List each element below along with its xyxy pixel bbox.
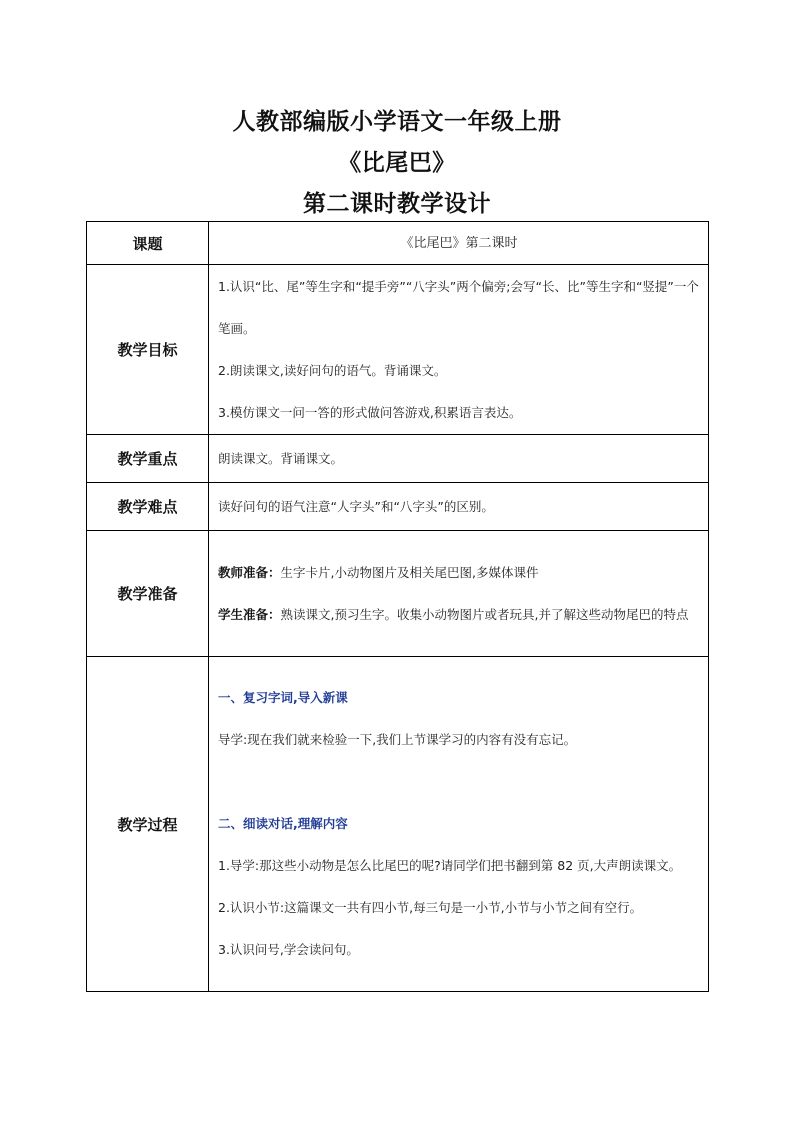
label-topic: 课题 bbox=[87, 222, 209, 265]
student-preparation-text: 熟读课文,预习生字。收集小动物图片或者玩具,并了解这些动物尾巴的特点 bbox=[280, 606, 689, 622]
value-difficulties: 读好问句的语气注意“人字头”和“八字头”的区别。 bbox=[209, 483, 709, 531]
lesson-plan-table bbox=[86, 221, 709, 992]
process-section-1-title: 一、复习字词,导入新课 bbox=[218, 690, 348, 705]
objective-3: 3.模仿课文一问一答的形式做问答游戏,积累语言表达。 bbox=[218, 404, 522, 420]
process-step-3: 3.认识问号,学会读问句。 bbox=[218, 942, 359, 957]
teacher-preparation bbox=[218, 552, 700, 594]
value-key-points: 朗读课文。背诵课文。 bbox=[209, 435, 709, 483]
value-topic: 《比尾巴》第二课时 bbox=[209, 222, 709, 265]
value-objectives bbox=[209, 265, 709, 435]
student-preparation-label: 学生准备： bbox=[218, 606, 281, 622]
teacher-preparation-label: 教师准备： bbox=[218, 564, 281, 580]
title-line-design: 第二课时教学设计 bbox=[303, 191, 491, 217]
label-preparation: 教学准备 bbox=[87, 531, 209, 657]
title-line-grade: 人教部编版小学语文一年级上册 bbox=[232, 109, 562, 135]
row-objectives bbox=[87, 265, 709, 435]
row-topic bbox=[87, 222, 709, 265]
label-process: 教学过程 bbox=[87, 657, 209, 992]
row-process bbox=[87, 657, 709, 992]
objective-1: 1.认识“比、尾”等生字和“提手旁”“八字头”两个偏旁;会写“长、比”等生字和“竖提”一个笔画。 bbox=[218, 278, 699, 336]
title-line-lesson: 《比尾巴》 bbox=[338, 150, 456, 176]
process-spacer bbox=[218, 761, 700, 803]
row-key-points bbox=[87, 435, 709, 483]
process-step-1: 1.导学:那这些小动物是怎么比尾巴的呢?请同学们把书翻到第 82 页,大声朗读课文。 bbox=[218, 858, 682, 873]
process-step-2: 2.认识小节:这篇课文一共有四小节,每三句是一小节,小节与小节之间有空行。 bbox=[218, 900, 643, 915]
process-section-2-title: 二、细读对话,理解内容 bbox=[218, 816, 348, 831]
teacher-preparation-text: 生字卡片,小动物图片及相关尾巴图,多媒体课件 bbox=[280, 564, 539, 580]
process-section-1-text: 导学:现在我们就来检验一下,我们上节课学习的内容有没有忘记。 bbox=[218, 732, 577, 747]
student-preparation bbox=[218, 594, 700, 636]
objective-2: 2.朗读课文,读好问句的语气。背诵课文。 bbox=[218, 362, 447, 378]
value-process bbox=[209, 657, 709, 992]
label-difficulties: 教学难点 bbox=[87, 483, 209, 531]
row-preparation bbox=[87, 531, 709, 657]
label-key-points: 教学重点 bbox=[87, 435, 209, 483]
label-objectives: 教学目标 bbox=[87, 265, 209, 435]
row-difficulties bbox=[87, 483, 709, 531]
document-title-block bbox=[0, 102, 794, 225]
value-preparation bbox=[209, 531, 709, 657]
